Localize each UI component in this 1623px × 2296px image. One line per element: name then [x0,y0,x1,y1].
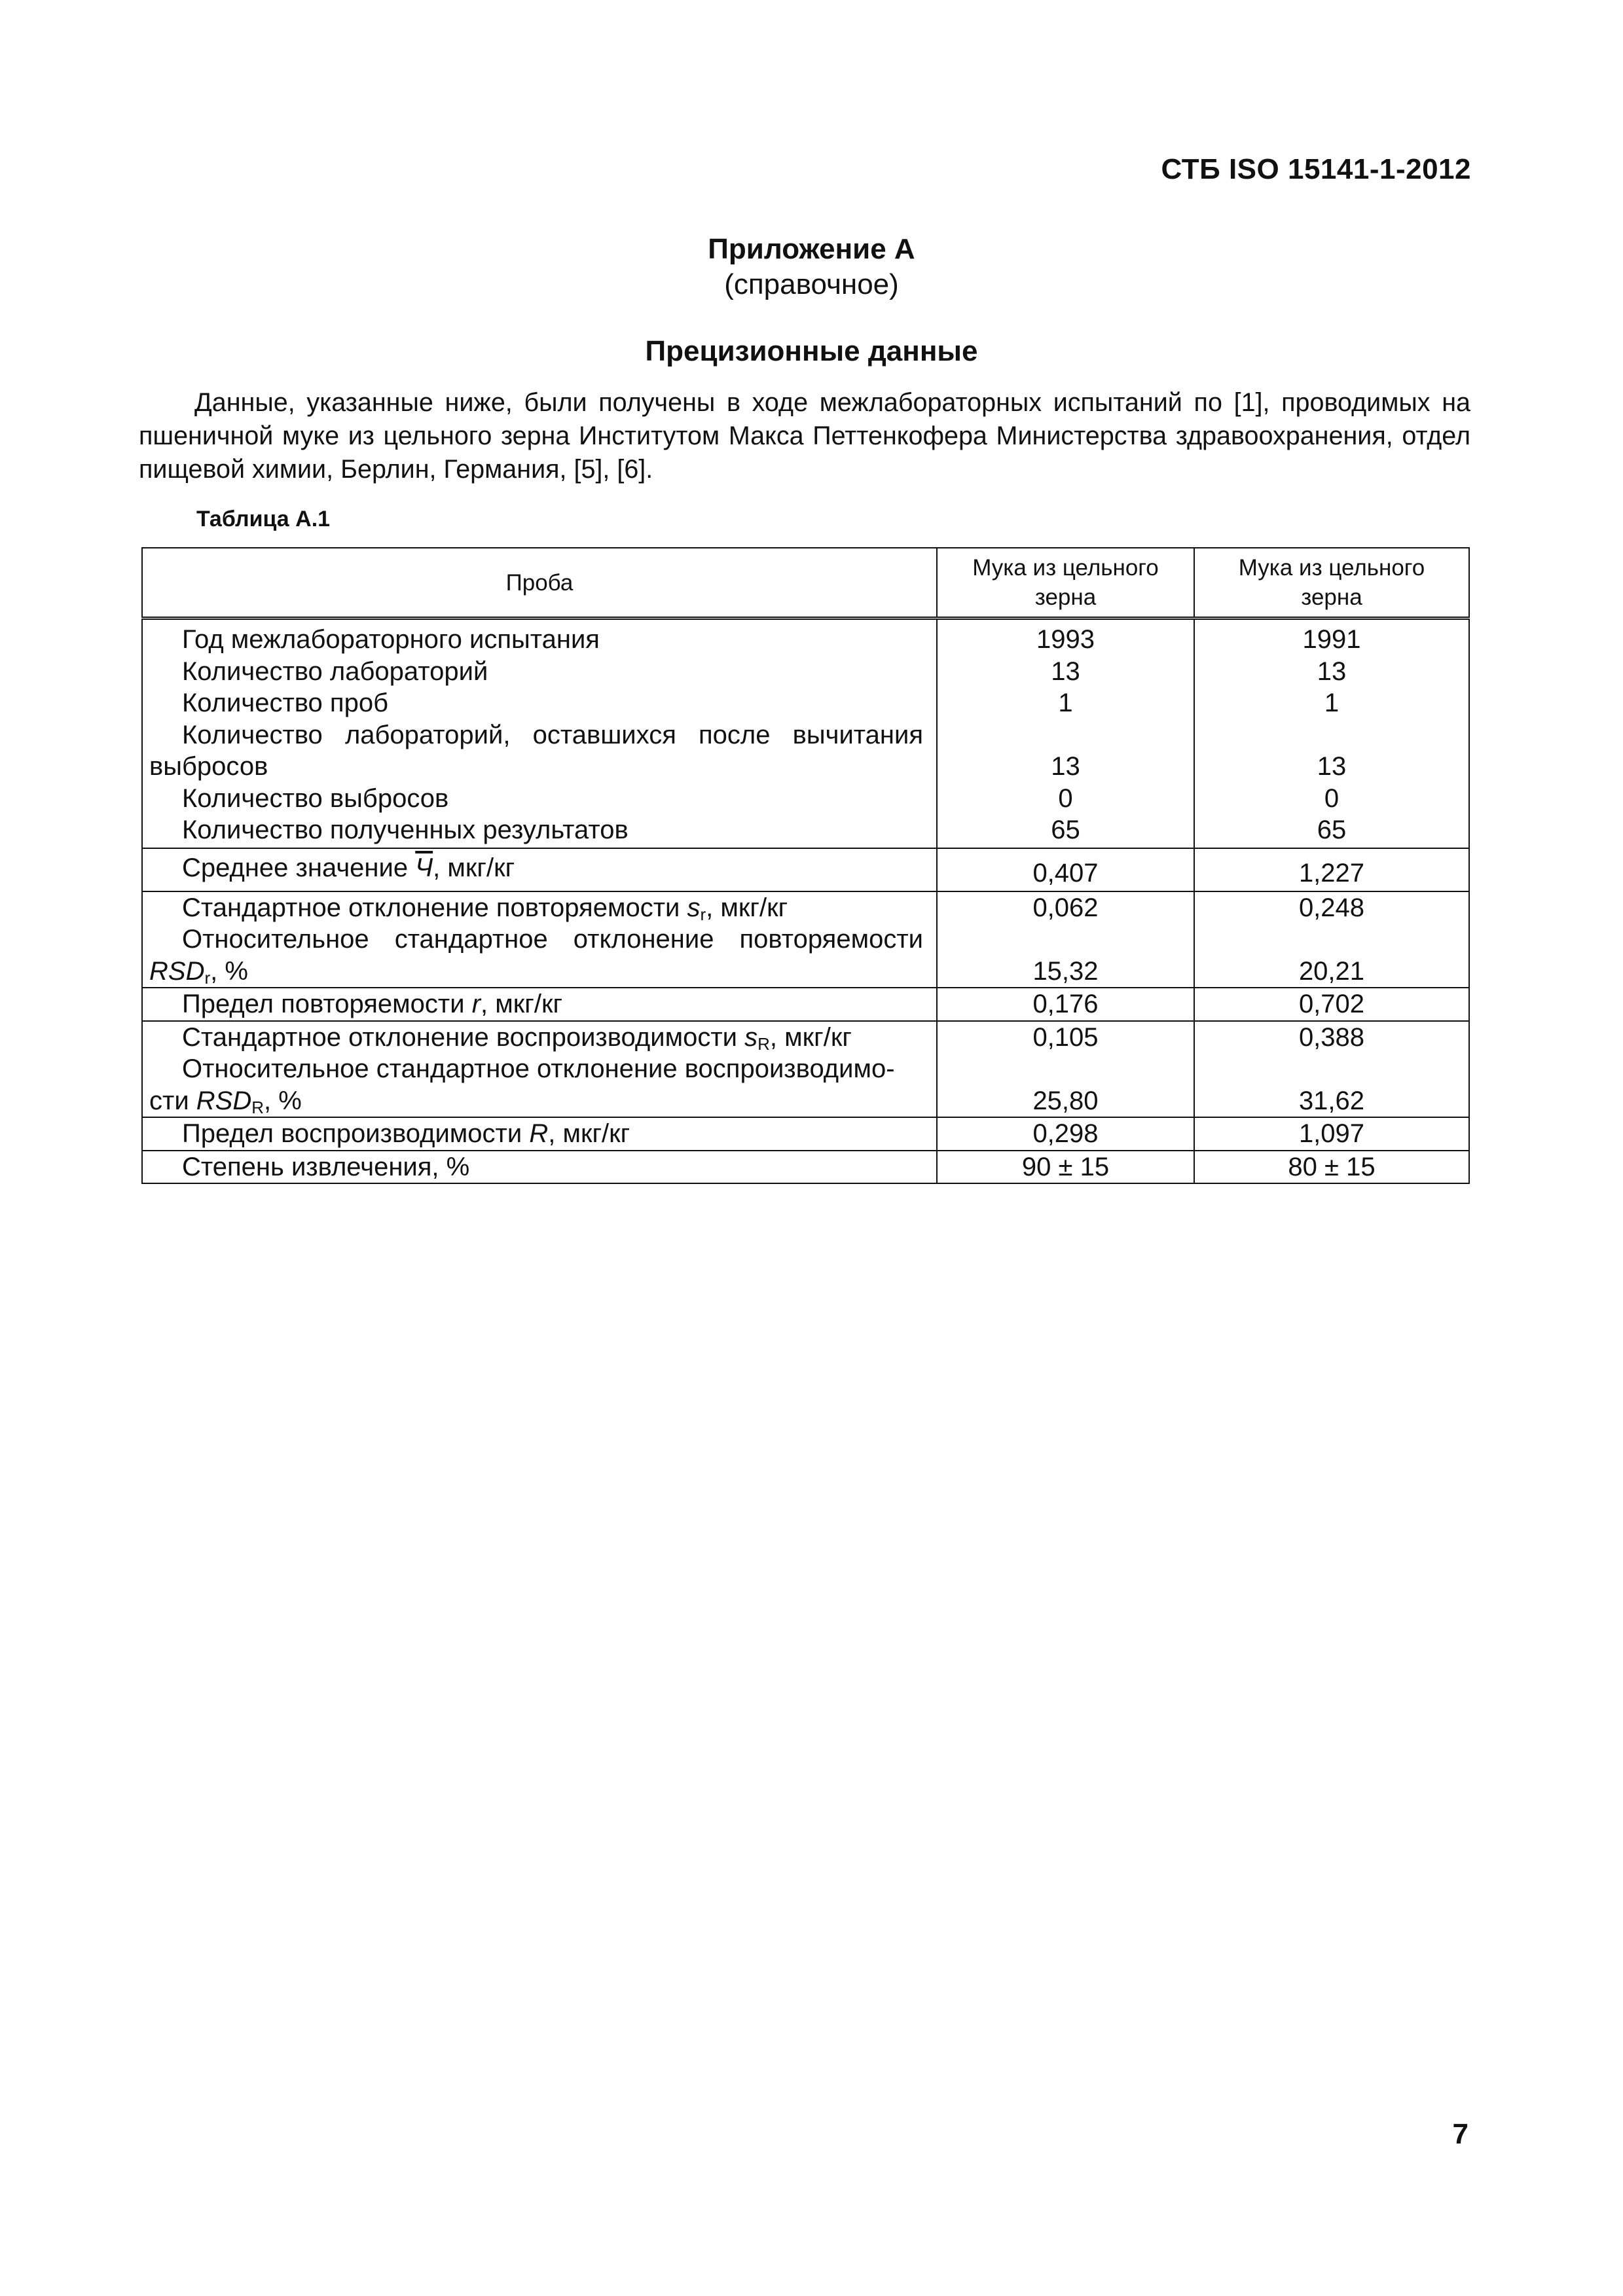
row-labels-reproducibility: Стандартное отклонение воспроизводимости $s_R$, мкг/кг Относительное стандартное отклонение воспроизводимо- сти $RSD_R$, % [142,1021,937,1118]
row-label-mean: Среднее значение Ч, мкг/кг [142,848,937,891]
recovery-col1: 90 ± 15 [937,1151,1194,1184]
table-caption: Таблица А.1 [196,507,331,531]
recovery-col2: 80 ± 15 [1194,1151,1469,1184]
table-header-row [142,548,1469,619]
row-label-rep-limit: Предел повторяемости r, мкг/кг [142,988,937,1021]
precision-data-table [141,547,1470,1184]
rep-limit-col1: 0,176 [937,988,1194,1021]
table-row [142,848,1469,891]
annex-type: (справочное) [724,268,899,300]
intro-paragraph [139,386,1470,486]
row-label-repro-limit: Предел воспроизводимости R, мкг/кг [142,1117,937,1151]
annex-title: Приложение А [708,233,915,265]
header-col2: Мука из цельного зерна [1194,548,1469,619]
repeatability-values-col1: 0,062 15,32 [937,891,1194,988]
header-sample: Проба [142,548,937,619]
table-row [142,1151,1469,1184]
row-labels-group1: Год межлабораторного испытания Количество лабораторий Количество проб Количество лабораторий, оставшихся после вычитания выбросов Количество выбросов Количество полученных результатов [142,619,937,848]
table-row [142,891,1469,988]
row-label-recovery: Степень извлечения, % [142,1151,937,1184]
col1-values-group1: 1993 13 1 13 0 65 [937,619,1194,848]
reproducibility-values-col2: 0,388 31,62 [1194,1021,1469,1118]
intro-text: Данные, указанные ниже, были получены в ходе межлабораторных испытаний по [1], проводимых на пшеничной муке из цельного зерна Институтом Макса Петтенкофера Министерства здравоохранения, отдел пищевой химии, Берлин, Германия, [5], [6]. [139,388,1470,484]
table-row [142,619,1469,848]
table-row [142,988,1469,1021]
mean-value-col2: 1,227 [1194,848,1469,891]
header-col1: Мука из цельного зерна [937,548,1194,619]
col2-values-group1: 1991 13 1 13 0 65 [1194,619,1469,848]
repeatability-values-col2: 0,248 20,21 [1194,891,1469,988]
page-number: 7 [1452,2118,1468,2150]
table-row [142,1117,1469,1151]
repro-limit-col2: 1,097 [1194,1117,1469,1151]
reproducibility-values-col1: 0,105 25,80 [937,1021,1194,1118]
mean-value-col1: 0,407 [937,848,1194,891]
document-code: СТБ ISO 15141-1-2012 [1161,153,1471,185]
row-labels-repeatability: Стандартное отклонение повторяемости $s_r$, мкг/кг Относительное стандартное отклонение повторяемости $RSD_r$, % [142,891,937,988]
section-title: Прецизионные данные [645,335,978,367]
rep-limit-col2: 0,702 [1194,988,1469,1021]
table-row [142,1021,1469,1118]
repro-limit-col1: 0,298 [937,1117,1194,1151]
